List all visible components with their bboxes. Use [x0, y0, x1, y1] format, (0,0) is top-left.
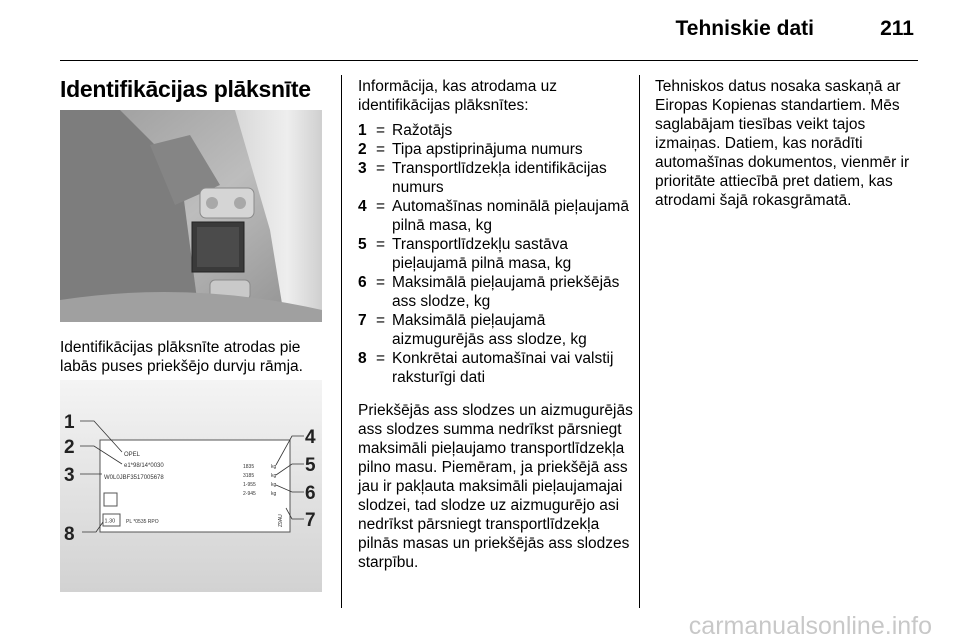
list-item-eq: =: [376, 160, 386, 177]
list-item-number: 2: [358, 141, 367, 158]
column-2: [358, 77, 633, 572]
plate-unit-2: kg: [271, 473, 277, 479]
plate-weight-4: 2-945: [243, 491, 256, 497]
plate-footer: PL *0535 RPO: [126, 519, 159, 525]
plate-weight-2: 3185: [243, 473, 255, 479]
list-item-text: Ražotājs: [392, 122, 453, 139]
list-item-text: Automašīnas nominālā pieļaujamā pilnā masa, kg: [392, 198, 629, 234]
watermark: carmanualsonline.info: [688, 612, 932, 640]
list-item-eq: =: [376, 350, 386, 367]
header-rule: [60, 60, 918, 61]
list-item-eq: =: [376, 141, 386, 158]
page-number: 211: [880, 17, 914, 40]
plate-unit-1: kg: [271, 464, 277, 470]
photo-caption: Identifikācijas plāksnīte atrodas pie labās puses priekšējo durvju rāmja.: [60, 339, 303, 375]
callout-7: 7: [305, 510, 316, 531]
list-item-text: Maksimālā pieļaujamā aizmugurējās ass slodze, kg: [392, 312, 587, 348]
list-item-eq: =: [376, 236, 386, 253]
list-item: [358, 140, 633, 159]
callout-4: 4: [305, 427, 316, 448]
plate-weight-1: 1835: [243, 464, 255, 470]
callout-8: 8: [64, 524, 75, 545]
plate-brand: OPEL: [124, 452, 141, 458]
list-item-number: 5: [358, 236, 367, 253]
list-item-number: 6: [358, 274, 367, 291]
list-item-text: Tipa apstiprinājuma numurs: [392, 141, 583, 158]
list-item-text: Transportlīdzekļa identifikācijas numurs: [392, 160, 607, 196]
list-item-text: Konkrētai automašīnai vai valstij raksturīgi dati: [392, 350, 614, 386]
plate-code: 1.30: [104, 518, 116, 525]
plate-side-code: Z9AU: [278, 514, 284, 527]
list-item-text: Maksimālā pieļaujamā priekšējās ass slodze, kg: [392, 274, 620, 310]
list-intro: Informācija, kas atrodama uz identifikācijas plāksnītes:: [358, 78, 558, 114]
plate-vin: W0L0JBF3517005678: [104, 475, 164, 481]
list-item: [358, 159, 633, 197]
standards-paragraph: Tehniskos datus nosaka saskaņā ar Eiropas Kopienas standartiem. Mēs saglabājam tiesības veikt tajos izmaiņas. Datiem, kas norādīti automašīnas dokumentos, vienmēr ir prioritāte attiecībā pret datiem, kas atrodami šajā rokasgrāmatā.: [655, 78, 910, 209]
callout-6: 6: [305, 483, 316, 504]
door-frame-photo: [60, 110, 322, 322]
column-divider-right: [639, 75, 640, 608]
list-item: [358, 235, 633, 273]
list-item: [358, 273, 633, 311]
column-3: [655, 77, 925, 210]
callout-3: 3: [64, 465, 75, 486]
section-title: Identifikācijas plāksnīte: [60, 76, 311, 102]
plate-unit-4: kg: [271, 491, 277, 497]
plate-info-list: [358, 121, 633, 387]
list-item: [358, 311, 633, 349]
list-item-eq: =: [376, 122, 386, 139]
list-item-number: 1: [358, 122, 367, 139]
page-header-title: Tehniskie dati: [675, 17, 814, 40]
list-item-text: Transportlīdzekļu sastāva pieļaujamā pilnā masa, kg: [392, 236, 572, 272]
list-item-eq: =: [376, 312, 386, 329]
axle-load-paragraph: Priekšējās ass slodzes un aizmugurējās ass slodzes summa nedrīkst pārsniegt maksimāli pieļaujamo transportlīdzekļa pilno masu. Piemēram, ja priekšējā ass jau ir pakļauta maksimāli pieļaujamajai slodzei, tad slodze uz aizmugurējo asi nedrīkst pārsniegt transportlīdzekļa pilnās masas un priekšējās ass slodzes starpību.: [358, 402, 633, 571]
callout-2: 2: [64, 437, 75, 458]
column-divider-left: [341, 75, 342, 608]
callout-1: 1: [64, 412, 75, 433]
list-item: [358, 197, 633, 235]
list-item-number: 3: [358, 160, 367, 177]
callout-5: 5: [305, 455, 316, 476]
list-item: [358, 121, 633, 140]
list-item: [358, 349, 633, 387]
list-item-number: 8: [358, 350, 367, 367]
list-item-eq: =: [376, 274, 386, 291]
plate-approval: e1*98/14*0030: [124, 463, 164, 469]
plate-weight-3: 1-955: [243, 482, 256, 488]
plate-unit-3: kg: [271, 482, 277, 488]
plate-diagram: [60, 380, 322, 592]
list-item-number: 4: [358, 198, 367, 215]
list-item-eq: =: [376, 198, 386, 215]
list-item-number: 7: [358, 312, 367, 329]
